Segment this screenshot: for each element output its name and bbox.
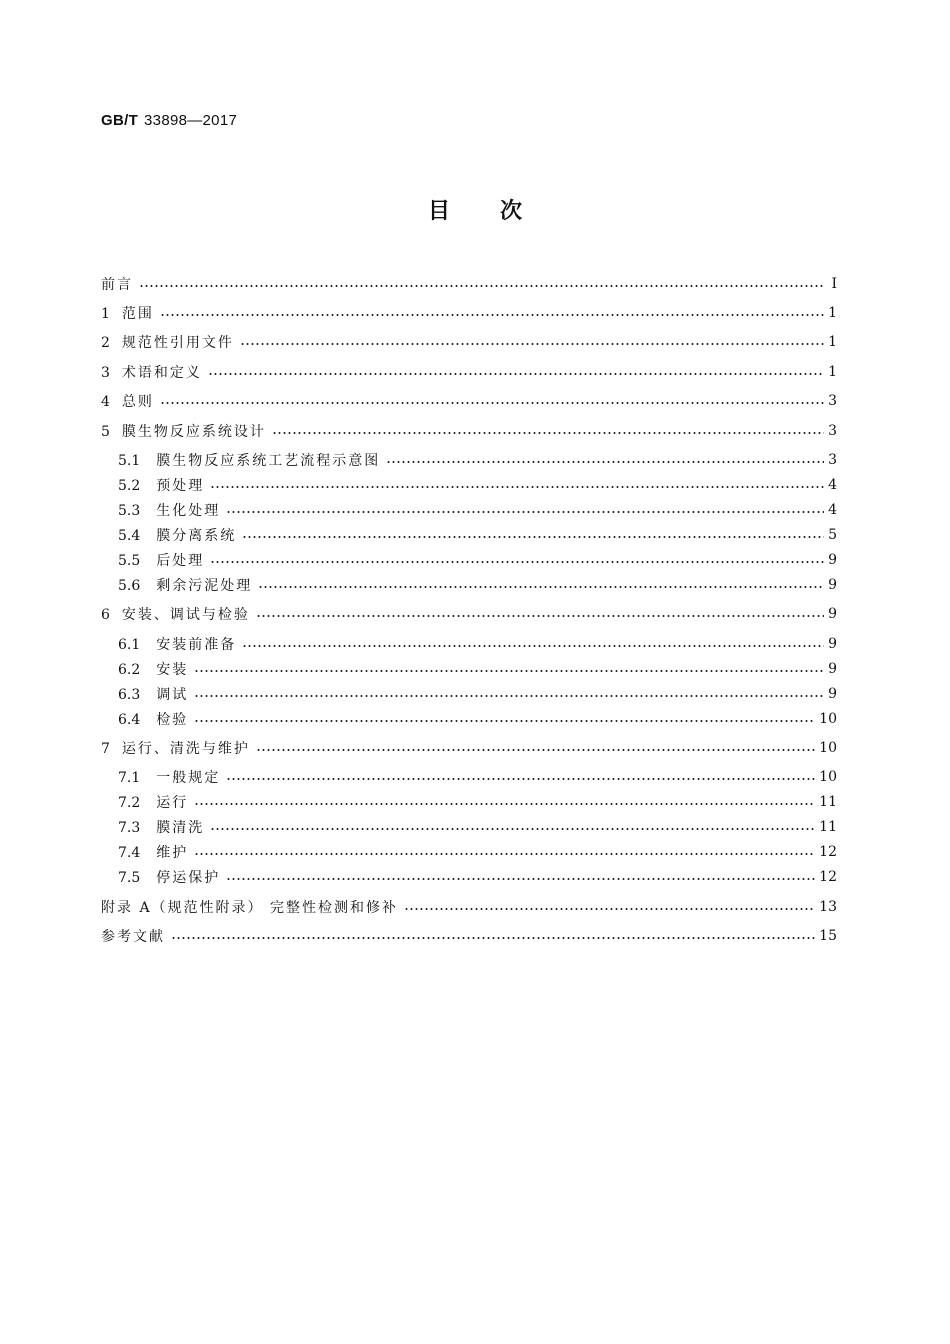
toc-entry-label <box>101 332 234 352</box>
toc-entry-title: 附录 A（规范性附录） 完整性检测和修补 <box>101 900 399 916</box>
dot-leader <box>272 432 824 434</box>
dot-leader <box>386 461 824 463</box>
toc-entry-number: 7.5 <box>118 870 141 886</box>
toc-entry-page: 9 <box>828 661 837 677</box>
toc-entry-number: 6.1 <box>118 637 141 653</box>
toc-entry[interactable] <box>101 360 837 384</box>
toc-entry[interactable] <box>101 419 837 443</box>
toc-entry-title: 总则 <box>121 394 154 410</box>
toc-entry[interactable] <box>101 736 837 760</box>
toc-entry-number: 5 <box>101 424 110 440</box>
toc-entry[interactable] <box>118 632 837 656</box>
toc-entry-title: 预处理 <box>156 478 205 494</box>
toc-entry-title: 参考文献 <box>101 929 165 945</box>
toc-entry-page: 3 <box>828 393 837 409</box>
dot-leader <box>404 908 815 910</box>
toc-entry-title: 检验 <box>156 712 189 728</box>
toc-entry-page: 3 <box>828 452 837 468</box>
toc-entry-label <box>118 659 188 679</box>
toc-entry-title: 停运保护 <box>156 870 221 886</box>
toc-entry-page: 11 <box>819 794 837 810</box>
toc-entry-label <box>101 391 154 411</box>
toc-entry[interactable] <box>118 523 837 547</box>
toc-entry-title: 安装前准备 <box>156 637 237 653</box>
toc-entry-number: 5.6 <box>118 578 141 594</box>
toc-entry-title: 生化处理 <box>156 503 221 519</box>
toc-entry[interactable] <box>118 790 837 814</box>
toc-entry-label <box>101 274 133 294</box>
dot-leader <box>208 373 824 375</box>
toc-entry[interactable] <box>118 448 837 472</box>
toc-entry[interactable] <box>101 389 837 413</box>
dot-leader <box>210 828 815 830</box>
toc-entry-page: 10 <box>819 740 837 756</box>
toc-entry-number: 5.2 <box>118 478 141 494</box>
toc-entry-label <box>101 738 250 758</box>
toc-entry[interactable] <box>118 765 837 789</box>
toc-entry-page: 1 <box>828 334 837 350</box>
toc-entry-number: 6 <box>101 607 110 623</box>
toc-entry-number: 1 <box>101 306 110 322</box>
toc-entry[interactable] <box>101 924 837 948</box>
toc-entry-label <box>118 575 252 595</box>
toc-entry-page: 9 <box>828 606 837 622</box>
toc-entry-number: 5.1 <box>118 453 141 469</box>
toc-entry-title: 运行、清洗与维护 <box>121 741 250 757</box>
toc-entry-label <box>118 867 220 887</box>
toc-entry-page: 12 <box>819 844 837 860</box>
toc-entry-page: 11 <box>819 819 837 835</box>
toc-entry-label <box>101 897 398 917</box>
toc-entry-label <box>118 709 188 729</box>
toc-entry-label <box>101 421 266 441</box>
standard-prefix: GB/T <box>101 112 139 129</box>
dot-leader <box>194 803 815 805</box>
toc-entry-number: 5.5 <box>118 553 141 569</box>
toc-entry-label <box>118 500 220 520</box>
toc-entry-page: 1 <box>828 305 837 321</box>
dot-leader <box>240 343 824 345</box>
dot-leader <box>226 778 815 780</box>
toc-entry[interactable] <box>101 330 837 354</box>
dot-leader <box>160 402 824 404</box>
toc-entry-page: 9 <box>828 636 837 652</box>
toc-entry-page: 4 <box>828 477 837 493</box>
toc-entry-number: 7.2 <box>118 795 141 811</box>
toc-entry-label <box>118 817 204 837</box>
toc-entry[interactable] <box>118 840 837 864</box>
toc-entry-title: 膜生物反应系统设计 <box>121 424 266 440</box>
dot-leader <box>242 536 824 538</box>
dot-leader <box>194 720 815 722</box>
dot-leader <box>139 285 825 287</box>
toc-entry-label <box>118 684 188 704</box>
toc-entry-title: 调试 <box>156 687 189 703</box>
toc-entry-label <box>118 792 188 812</box>
toc-entry-page: 9 <box>828 577 837 593</box>
toc-entry-number: 3 <box>101 365 110 381</box>
dot-leader <box>194 695 824 697</box>
toc-entry-number: 7.1 <box>118 770 141 786</box>
dot-leader <box>226 511 824 513</box>
dot-leader <box>194 853 815 855</box>
toc-entry-number: 6.4 <box>118 712 141 728</box>
toc-entry-label <box>118 475 204 495</box>
toc-entry-number: 6.3 <box>118 687 141 703</box>
toc-entry-number: 5.4 <box>118 528 141 544</box>
toc-entry-title: 范围 <box>121 306 154 322</box>
toc-entry-title: 膜生物反应系统工艺流程示意图 <box>156 453 381 469</box>
toc-entry-page: 10 <box>819 769 837 785</box>
toc-entry[interactable] <box>101 602 837 626</box>
toc-entry[interactable] <box>101 301 837 325</box>
toc-entry-title: 一般规定 <box>156 770 221 786</box>
toc-entry-label <box>118 525 236 545</box>
toc-entry-number: 2 <box>101 335 110 351</box>
toc-entry-page: 5 <box>828 527 837 543</box>
toc-entry-number: 7.4 <box>118 845 141 861</box>
dot-leader <box>210 486 824 488</box>
toc-entry-title: 前言 <box>101 277 133 293</box>
dot-leader <box>226 878 815 880</box>
toc-entry[interactable] <box>101 272 837 296</box>
dot-leader <box>256 615 824 617</box>
toc-entry-page: 13 <box>819 899 837 915</box>
toc-entry-title: 运行 <box>156 795 189 811</box>
toc-entry-title: 剩余污泥处理 <box>156 578 253 594</box>
toc-entry[interactable] <box>118 498 837 522</box>
toc-entry-title: 安装、调试与检验 <box>121 607 250 623</box>
dot-leader <box>160 314 824 316</box>
toc-entry[interactable] <box>118 815 837 839</box>
dot-leader <box>210 561 824 563</box>
toc-entry[interactable] <box>118 473 837 497</box>
toc-entry[interactable] <box>118 707 837 731</box>
toc-entry-number: 7.3 <box>118 820 141 836</box>
dot-leader <box>242 645 824 647</box>
toc-entry-title: 膜分离系统 <box>156 528 237 544</box>
toc-entry-label <box>118 634 236 654</box>
toc-entry-label <box>101 604 250 624</box>
toc-entry-title: 维护 <box>156 845 189 861</box>
toc-entry-label <box>101 926 165 946</box>
toc-entry-title: 规范性引用文件 <box>121 335 234 351</box>
toc-entry-page: 1 <box>828 364 837 380</box>
dot-leader <box>258 586 824 588</box>
toc-entry-title: 术语和定义 <box>121 365 202 381</box>
toc-entry-page: 9 <box>828 552 837 568</box>
standard-number: 33898—2017 <box>144 112 238 129</box>
toc-entry-label <box>118 550 204 570</box>
toc-entry-label <box>118 767 220 787</box>
toc-entry-number: 7 <box>101 741 110 757</box>
toc-entry[interactable] <box>118 657 837 681</box>
toc-entry-page: 12 <box>819 869 837 885</box>
toc-entry-page: 10 <box>819 711 837 727</box>
toc-entry-label <box>101 362 202 382</box>
toc-entry-number: 5.3 <box>118 503 141 519</box>
toc-entry-title: 膜清洗 <box>156 820 205 836</box>
toc-entry-number: 6.2 <box>118 662 141 678</box>
toc-entry-page: 15 <box>819 928 837 944</box>
toc-entry-page: 3 <box>828 423 837 439</box>
toc-entry-page: Ⅰ <box>831 276 837 292</box>
toc-entry[interactable] <box>118 573 837 597</box>
toc-entry-label <box>101 303 154 323</box>
toc-entry-page: 4 <box>828 502 837 518</box>
standard-code <box>101 112 237 129</box>
page-title: 目次 <box>427 199 572 224</box>
toc-entry[interactable] <box>118 548 837 572</box>
toc-entry-label <box>118 842 188 862</box>
toc-entry-title: 后处理 <box>156 553 205 569</box>
toc-entry-title: 安装 <box>156 662 189 678</box>
toc-entry-label <box>118 450 380 470</box>
toc-entry-page: 9 <box>828 686 837 702</box>
dot-leader <box>256 749 815 751</box>
toc-entry-number: 4 <box>101 394 110 410</box>
toc-entry[interactable] <box>118 682 837 706</box>
dot-leader <box>171 937 815 939</box>
toc-entry[interactable] <box>118 865 837 889</box>
dot-leader <box>194 670 824 672</box>
toc-entry[interactable] <box>101 895 837 919</box>
